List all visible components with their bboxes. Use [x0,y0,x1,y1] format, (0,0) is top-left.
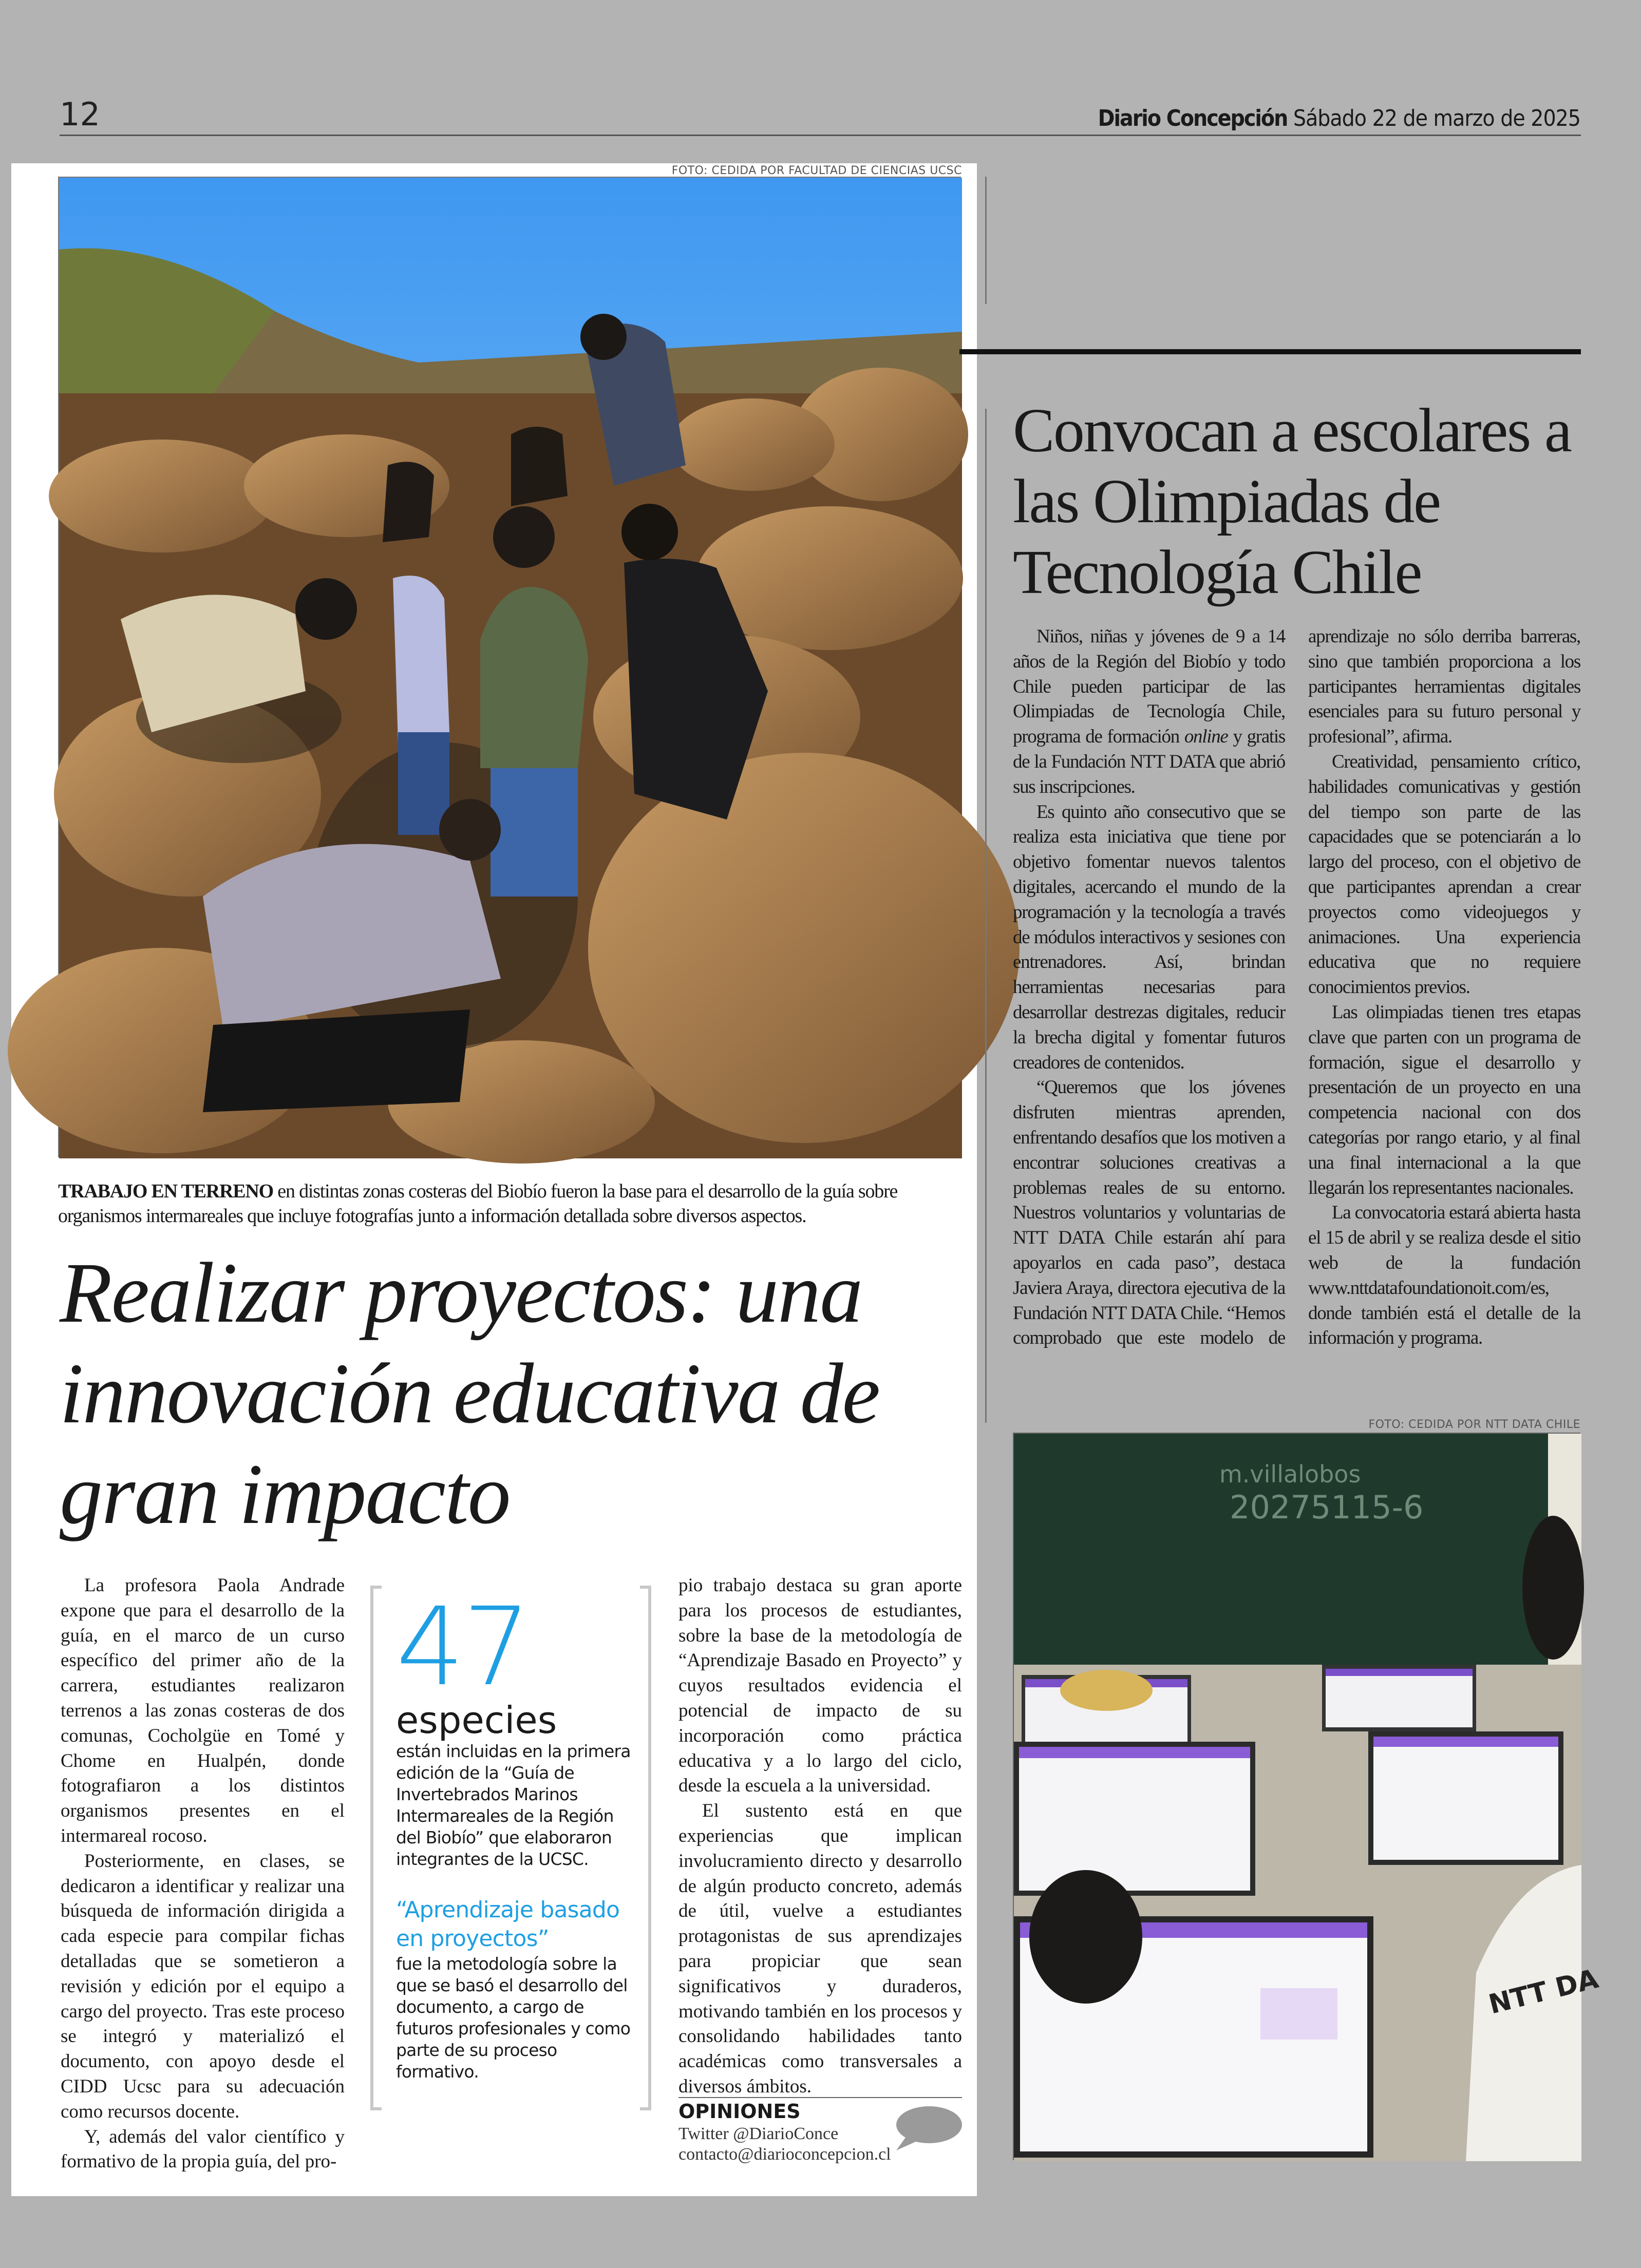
caption-lead: TRABAJO EN TERRENO [58,1180,273,1202]
bracket-left [370,1586,382,2110]
twitter-handle[interactable]: Twitter @DiarioConce [678,2124,839,2143]
body-paragraph: El sustento está en que experiencias que implican involucramiento directo y desarrollo de algún producto concreto, además de útil, vuelve a estudiantes protagonistas de sus aprendizajes para propiciar que sean significativos y duraderos, motivando también en los procesos y consolidando habilidades tanto académicas como transversales a diversos ámbitos. [678,1800,962,2097]
body-paragraph: Es quinto año consecutivo que se realiza esta iniciativa que tiene por objetivo fomentar nuevos talentos digitales, acercando el mundo de la programación y la tecnología a través de módulos interactivos y sesiones con entrenadores. Así, brindan herramientas necesarias para desarrollar destrezas digitales, reducir la brecha digital y fomentar futuros creadores de contenidos. [1013,801,1285,1073]
left-body-column-1 [61,1573,345,2175]
photo-credit: FOTO: CEDIDA POR FACULTAD DE CIENCIAS UCSC [671,164,962,177]
opinions-rule [678,2097,962,2098]
text-run-italic: online [1184,726,1228,748]
body-paragraph [1013,624,1285,800]
body-paragraph: Y, además del valor científico y formativo de la propia guía, del pro- [61,2126,345,2172]
classroom-photo [1013,1433,1601,2160]
sidebar-quote: “Aprendizaje basado en proyectos” [396,1897,620,1952]
sidebar-quote-text: fue la metodología sobre la que se basó el desarrollo del documento, a cargo de futuros profesionales y como parte de su proceso formativo. [396,1954,631,2082]
stat-sidebar [370,1586,651,2110]
text-run: Niños, niñas y jóvenes de 9 a 14 años de la Región del Biobío y todo Chile pueden participar de las Olimpiadas de Tecnología Chile, programa de formación [1013,626,1285,748]
body-paragraph: Creatividad, pensamiento crítico, habilidades comunicativas y gestión del tiempo son parte de las capacidades que se potenciarán a lo largo del proceso, con el objetivo de que participantes aprendan a crear proyectos como videojuegos y animaciones. Una experiencia educativa que no requiere conocimientos previos. [1308,751,1580,998]
body-paragraph: Las olimpiadas tienen tres etapas clave que parten con un programa de formación, sigue el desarrollo y presentación de un proyecto en una competencia nacional con dos categorías por rango etario, y al final una final internacional a la que llegarán los representantes nacionales. [1308,1001,1580,1198]
text-run: y gratis de la Fundación NTT DATA que abrió sus inscripciones. [1013,726,1285,797]
column-divider [985,177,987,304]
coastal-rocks-students-image [59,178,962,1158]
body-paragraph: pio trabajo destaca su gran aporte para los procesos de estudiantes, sobre la base de la metodología de “Aprendizaje Basado en Proyecto” y cuyos resultados evidencia el potencial de impacto de su incorporación como práctica educativa y a lo largo del ciclo, desde la escuela a la universidad. [678,1575,962,1797]
header-rule [60,135,1581,136]
left-body-column-3 [678,1573,962,2100]
contact-email[interactable]: contacto@diarioconcepcion.cl [678,2145,891,2164]
photo-credit: FOTO: CEDIDA POR NTT DATA CHILE [1368,1418,1580,1431]
shirt-text: NTT DA [1485,1963,1601,2021]
field-work-photo [58,177,961,1157]
body-paragraph: La convocatoria estará abierta hasta el 15 de abril y se realiza desde el sitio web de la fundación www.nttdatafoundationoit.com/es, donde también está el detalle de la información y programa. [1308,1202,1580,1349]
stat-description: están incluidas en la primera edición de la “Guía de Invertebrados Marinos Intermareales de la Región del Biobío” que elaboraron integrantes de la UCSC. [396,1741,631,1869]
body-paragraph: “Queremos que los jóvenes disfruten mientras aprenden, enfrentando desafíos que los motiven a encontrar soluciones creativas a problemas reales de su entorno. Nuestros voluntarios y voluntarias de NTT DATA Chile estarán ahí para apoyarlos en cada paso”, destaca Javiera Araya, directora ejecutiva de la Fundación NTT DATA Chile. “Hemos comprobado que este modelo de aprendizaje no sólo derriba barreras, sino que también proporciona a los participantes herramientas digitales esenciales para su futuro personal y profesional”, afirma. [1013,626,1580,1349]
section-rule [959,349,1581,354]
hat [1060,1670,1153,1711]
right-headline: Convocan a escolares a las Olimpiadas de Tecnología Chile [1013,396,1571,607]
opinions-title: OPINIONES [678,2100,801,2123]
body-paragraph: La profesora Paola Andrade expone que para el desarrollo de la guía, en el marco de un curso específico del primer año de la carrera, estudiantes realizaron terrenos a las zonas costeras de dos comunas, Cocholgüe en Tomé y Chome en Hualpén, donde fotografiaron a los distintos organismos presentes en el intermareal rocoso. [61,1575,345,1846]
classroom-computers-image [1014,1434,1601,2161]
issue-date: Sábado 22 de marzo de 2025 [1293,105,1580,131]
caption-text: en distintas zonas costeras del Biobío fueron la base para el desarrollo de la guía sobre organismos intermareales que incluye fotografías junto a información detallada sobre diversos aspectos. [58,1180,898,1227]
left-headline: Realizar proyectos: una innovación educativa de gran impacto [60,1245,880,1542]
speech-bubble-icon [891,2104,963,2152]
chalk-text: m.villalobos [1219,1460,1361,1488]
body-paragraph: Posteriormente, en clases, se dedicaron a identificar y realizar una búsqueda de información dirigida a cada especie para compilar fichas detalladas que se sometieron a revisión y edición por el equipo a cargo del proyecto. Tras este proceso se integró y materializó el documento, con apoyo desde el CIDD Ucsc para su adecuación como recursos docente. [61,1850,345,2122]
stat-number: 47 [396,1584,530,1710]
right-body-columns [1013,624,1580,1351]
page-number: 12 [60,96,100,133]
publication-name: Diario Concepción [1098,105,1288,131]
photo-caption [58,1179,961,1228]
masthead [1098,105,1580,131]
stat-unit: especies [396,1699,557,1742]
chalk-text: 20275115-6 [1230,1489,1424,1526]
column-divider [985,409,987,1423]
